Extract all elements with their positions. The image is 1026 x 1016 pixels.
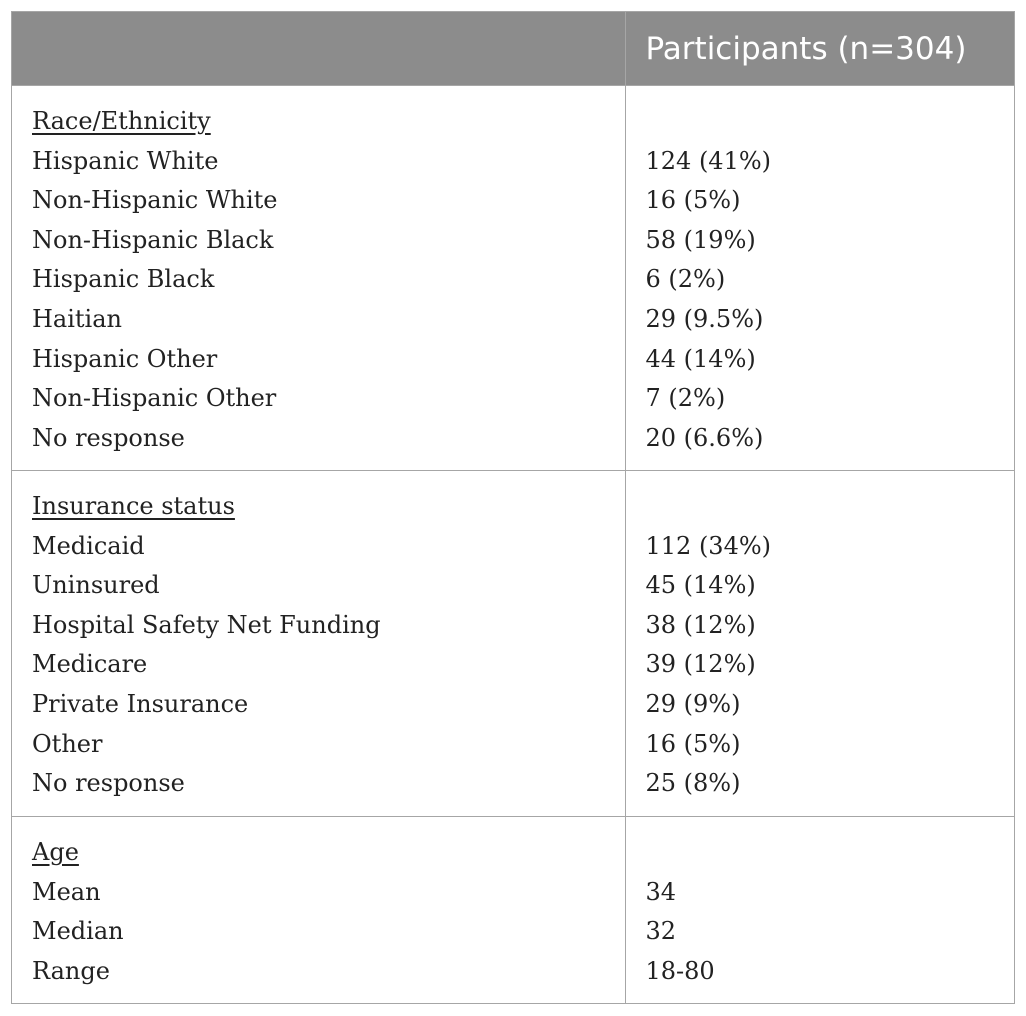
section-title: Insurance status xyxy=(32,492,235,520)
demographics-table xyxy=(11,11,1015,1004)
row-label: Private Insurance xyxy=(32,689,249,718)
section-row xyxy=(12,86,1014,471)
row-label: No response xyxy=(32,423,185,452)
row-value: 39 (12%) xyxy=(645,650,756,679)
row-value: 20 (6.6%) xyxy=(645,423,764,452)
row-label: Other xyxy=(32,729,103,758)
row-label: Hispanic Other xyxy=(32,344,218,373)
row-value: 38 (12%) xyxy=(645,610,756,639)
row-value: 16 (5%) xyxy=(645,186,741,215)
section-title: Race/Ethnicity xyxy=(32,107,211,135)
section-age xyxy=(12,817,1014,1004)
label-column xyxy=(12,817,625,1004)
row-label: Medicaid xyxy=(32,531,145,560)
section-insurance-status xyxy=(12,471,1014,817)
row-value: 29 (9.5%) xyxy=(645,304,764,333)
row-value: 45 (14%) xyxy=(645,571,756,600)
row-value: 18-80 xyxy=(645,956,715,985)
row-value: 29 (9%) xyxy=(645,689,741,718)
row-value: 16 (5%) xyxy=(645,729,741,758)
row-label: Uninsured xyxy=(32,571,160,600)
header-cell-participants: Participants (n=304) xyxy=(625,12,1014,86)
row-label: Hispanic Black xyxy=(32,265,215,294)
row-value: 44 (14%) xyxy=(645,344,756,373)
value-column xyxy=(625,817,1014,1004)
section-title: Age xyxy=(32,838,79,866)
label-column xyxy=(12,86,625,471)
table xyxy=(12,12,1014,1004)
value-column xyxy=(625,86,1014,471)
row-label: Haitian xyxy=(32,304,122,333)
row-label: Non-Hispanic White xyxy=(32,186,278,215)
row-label: Hospital Safety Net Funding xyxy=(32,610,381,639)
row-value: 32 xyxy=(645,917,677,946)
row-label: Mean xyxy=(32,877,101,906)
row-value: 7 (2%) xyxy=(645,384,726,413)
row-label: Median xyxy=(32,917,124,946)
row-value: 58 (19%) xyxy=(645,225,756,254)
row-label: Range xyxy=(32,956,110,985)
header-row xyxy=(12,12,1014,86)
header-cell-empty xyxy=(12,12,625,86)
row-value: 124 (41%) xyxy=(645,146,772,175)
row-label: Non-Hispanic Other xyxy=(32,384,277,413)
table-header xyxy=(12,12,1014,86)
row-value: 34 xyxy=(645,877,677,906)
row-label: Hispanic White xyxy=(32,146,219,175)
row-label: Non-Hispanic Black xyxy=(32,225,274,254)
section-row xyxy=(12,471,1014,817)
row-value: 112 (34%) xyxy=(645,531,772,560)
row-label: Medicare xyxy=(32,650,148,679)
row-value: 6 (2%) xyxy=(645,265,726,294)
section-row xyxy=(12,817,1014,1004)
label-column xyxy=(12,471,625,817)
row-label: No response xyxy=(32,769,185,798)
value-column xyxy=(625,471,1014,817)
section-race-ethnicity xyxy=(12,86,1014,471)
row-value: 25 (8%) xyxy=(645,769,741,798)
